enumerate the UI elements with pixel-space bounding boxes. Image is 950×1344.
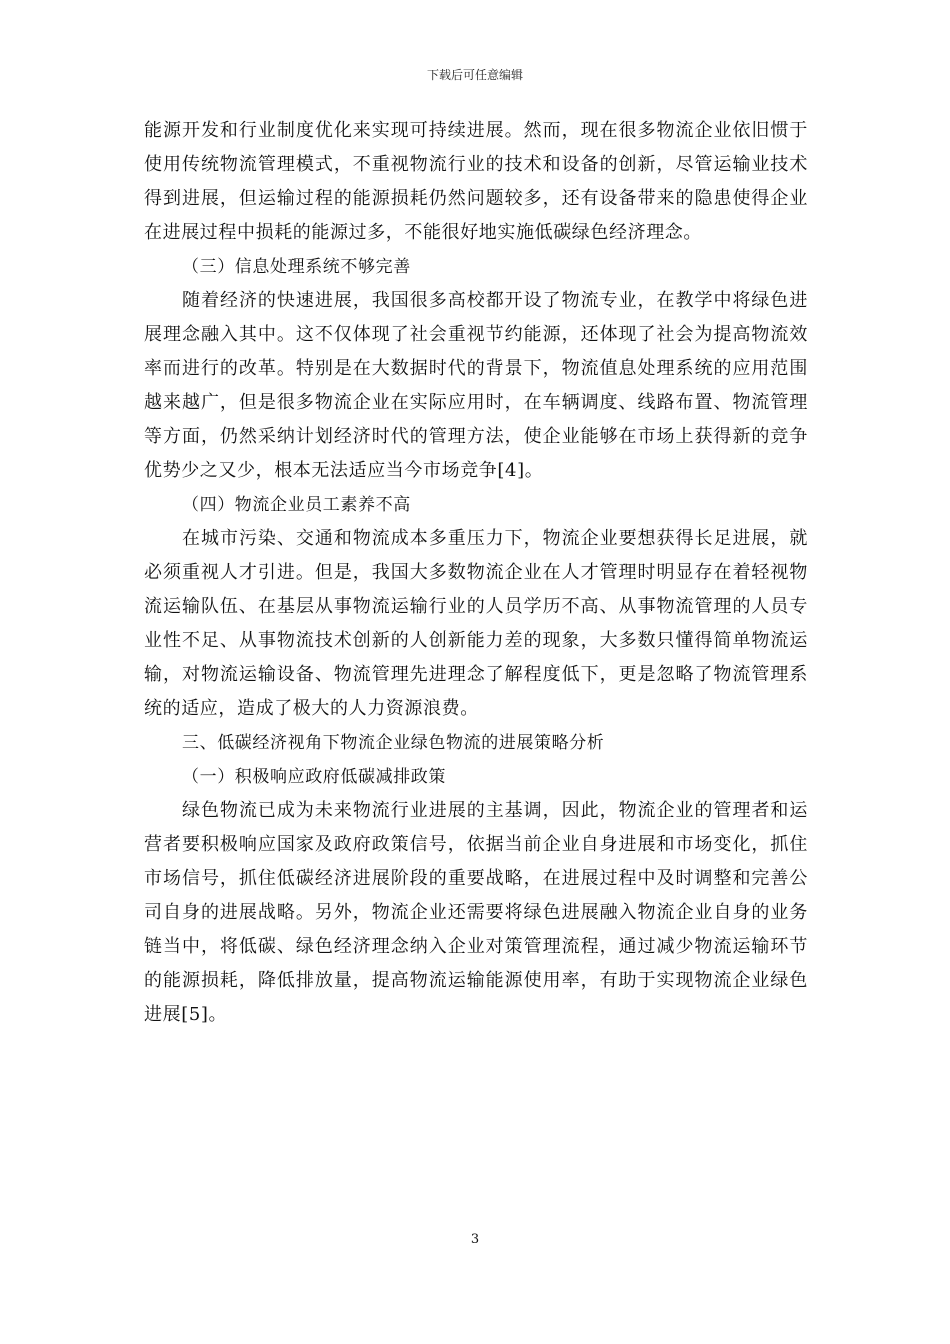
- document-body: [144, 114, 808, 1032]
- paragraph-energy-development: 能源开发和行业制度优化来实现可持续进展。然而，现在很多物流企业依旧惯于使用传统物流管理模式，不重视物流行业的技术和设备的创新，尽管运输业技术得到进展，但运输过程的能源损耗仍然问题较多，还有设备带来的隐患使得企业在进展过程中损耗的能源过多，不能很好地实施低碳绿色经济理念。: [144, 120, 808, 243]
- paragraph-staff-quality: 在城市污染、交通和物流成本多重压力下，物流企业要想获得长足进展，就必须重视人才引进。但是，我国大多数物流企业在人才管理时明显存在着轻视物流运输队伍、在基层从事物流运输行业的人员学历不高、从事物流管理的人员专业性不足、从事物流技术创新的人创新能力差的现象，大多数只懂得简单物流运输，对物流运输设备、物流管理先进理念了解程度低下，更是忽略了物流管理系统的适应，造成了极大的人力资源浪费。: [144, 528, 808, 719]
- paragraph-government-policy: 绿色物流已成为未来物流行业进展的主基调，因此，物流企业的管理者和运营者要积极响应国家及政府政策信号，依据当前企业自身进展和市场变化，抓住市场信号，抓住低碳经济进展阶段的重要战略，在进展过程中及时调整和完善公司自身的进展战略。另外，物流企业还需要将绿色进展融入物流企业自身的业务链当中，将低碳、绿色经济理念纳入企业对策管理流程，通过减少物流运输环节的能源损耗，降低排放量，提高物流运输能源使用率，有助于实现物流企业绿色进展[5]。: [144, 800, 808, 1025]
- section-heading-government-policy: （一）积极响应政府低碳减排政策: [182, 767, 446, 787]
- paragraph-information-system: 随着经济的快速进展，我国很多高校都开设了物流专业，在教学中将绿色进展理念融入其中。这不仅体现了社会重视节约能源，还体现了社会为提高物流效率而进行的改革。特别是在大数据时代的背景下，物流值息处理系统的应用范围越来越广，但是很多物流企业在实际应用时，在车辆调度、线路布置、物流管理等方面，仍然采纳计划经济时代的管理方法，使企业能够在市场上获得新的竞争优势少之又少，根本无法适应当今市场竞争[4]。: [144, 290, 808, 481]
- section-heading-staff-quality: （四）物流企业员工素养不高: [182, 495, 411, 515]
- chapter-heading-strategy: 三、低碳经济视角下物流企业绿色物流的进展策略分析: [182, 733, 605, 753]
- page-header: 下载后可任意编辑: [426, 68, 523, 82]
- section-heading-information-system: （三）信息处理系统不够完善: [182, 257, 411, 277]
- page-number: 3: [470, 1232, 480, 1247]
